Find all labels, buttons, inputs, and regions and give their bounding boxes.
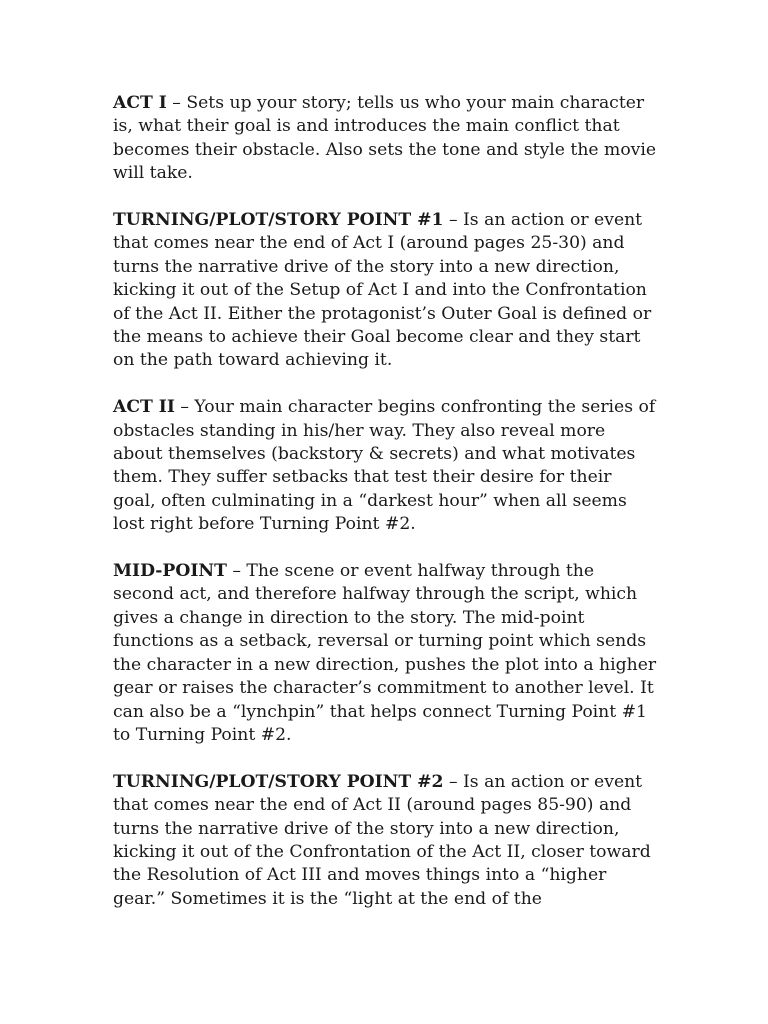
section-text: – Is an action or event that comes near the end of Act II (around pages 85-90) and turns the narrative drive of the story into a new direction, kicking it out of the Confrontation of the Act II, closer toward the Resolution of Act III and moves things into a “higher gear.” Sometimes it is the “light at the end of the bbox=[113, 771, 651, 909]
section-turning-point-2 bbox=[113, 771, 658, 911]
section-term: MID-POINT bbox=[113, 561, 227, 582]
document-page bbox=[113, 92, 658, 935]
section-turning-point-1 bbox=[113, 209, 658, 373]
section-mid-point bbox=[113, 560, 658, 747]
section-text: – Sets up your story; tells us who your main character is, what their goal is and introduces the main conflict that becomes their obstacle. Also sets the tone and style the movie will take. bbox=[113, 93, 657, 184]
section-term: ACT I bbox=[113, 93, 167, 113]
section-text: – Your main character begins confronting the series of obstacles standing in his/her way. They also reveal more about themselves (backstory & secrets) and what motivates them. They suffer setbacks that test their desire for their goal, often culminating in a “darkest hour” when all seems lost right before Turning Point #2. bbox=[113, 397, 656, 535]
section-text: – The scene or event halfway through the second act, and therefore halfway through the script, which gives a change in direction to the story. The mid-point functions as a setback, reversal or turning point which sends the character in a new direction, pushes the plot into a higher gear or raises the character’s commitment to another level. It can also be a “lynchpin” that helps connect Turning Point #1 to Turning Point #2. bbox=[113, 561, 657, 745]
section-text: – Is an action or event that comes near the end of Act I (around pages 25-30) and turns the narrative drive of the story into a new direction, kicking it out of the Setup of Act I and into the Confrontation of the Act II. Either the protagonist’s Outer Goal is defined or the means to achieve their Goal become clear and they start on the path toward achieving it. bbox=[113, 210, 652, 371]
section-term: ACT II bbox=[113, 397, 175, 418]
section-act-1 bbox=[113, 92, 658, 186]
section-term: TURNING/PLOT/STORY POINT #1 bbox=[113, 210, 444, 231]
section-term: TURNING/PLOT/STORY POINT #2 bbox=[113, 771, 444, 792]
section-act-2 bbox=[113, 396, 658, 536]
